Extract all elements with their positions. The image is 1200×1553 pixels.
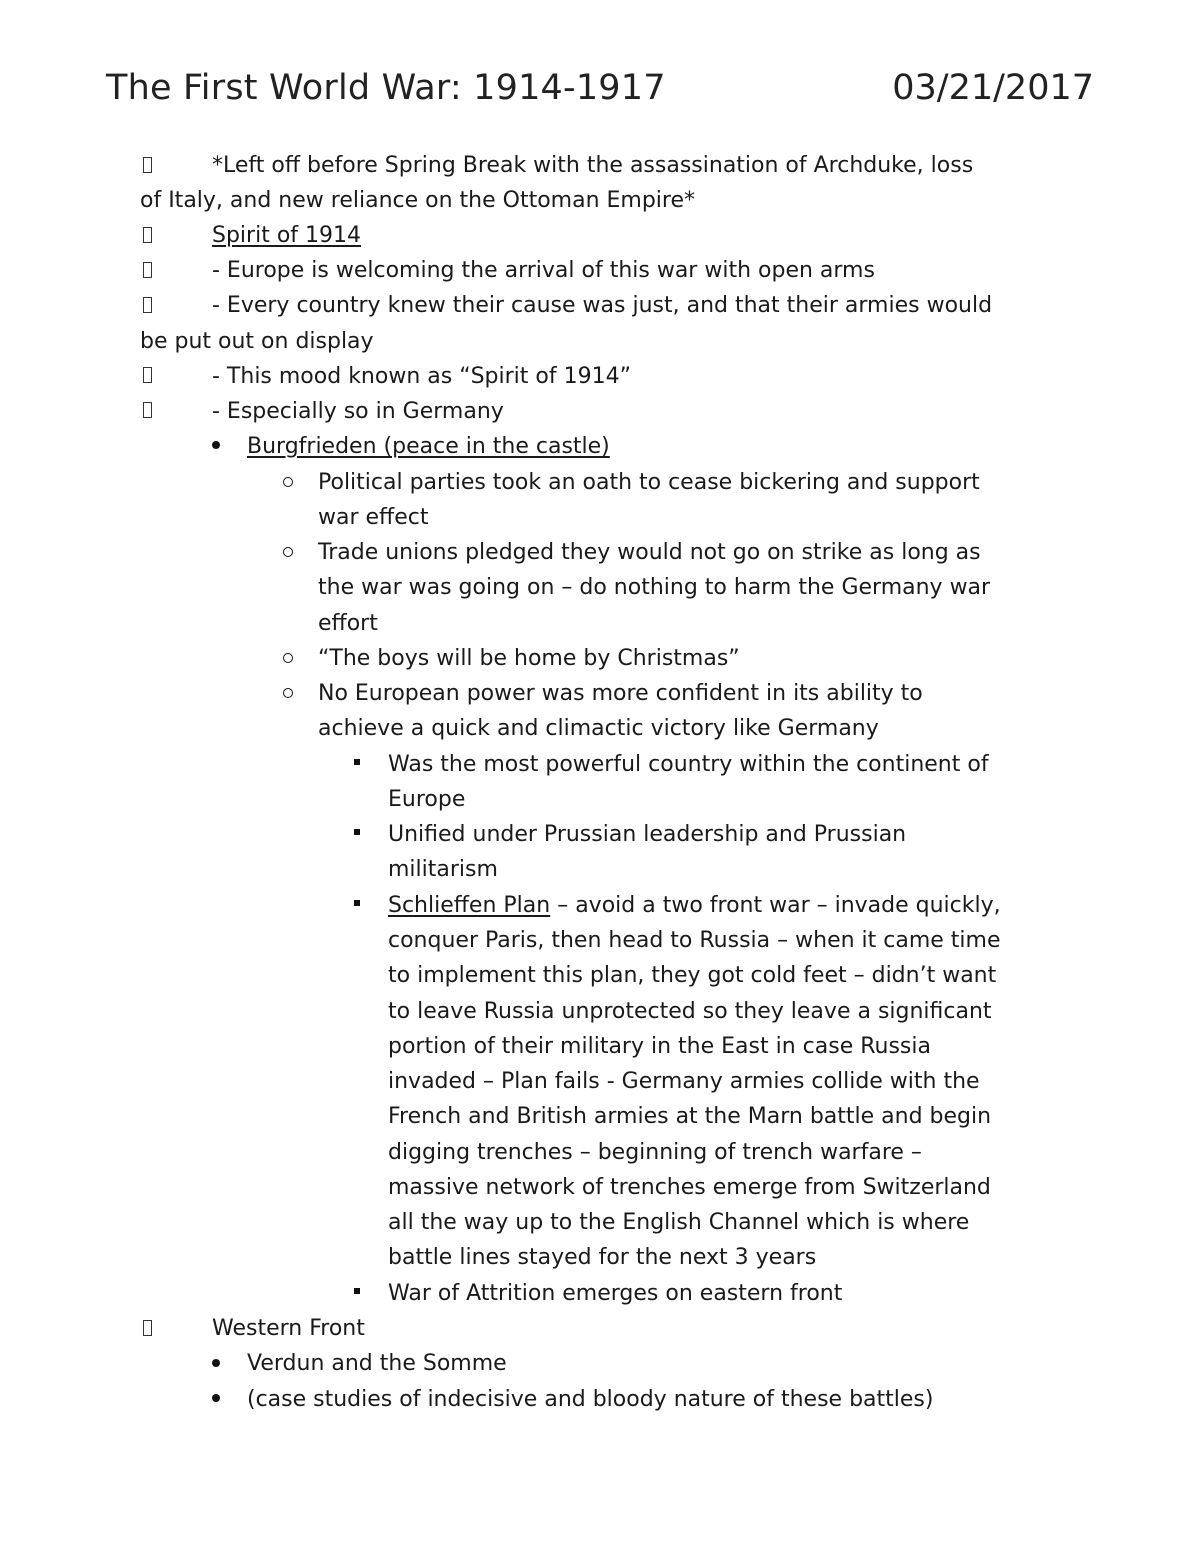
disc-bullet-icon [212,1394,220,1402]
political-line-2: war effect [318,505,429,530]
confident-line-2: achieve a quick and climactic victory like Germany [318,716,879,741]
page-title: The First World War: 1914-1917 [106,68,666,108]
schlieffen-line-8: digging trenches – beginning of trench warfare – [388,1140,922,1165]
powerful-line-1: Was the most powerful country within the continent of [388,752,989,777]
schlieffen-line-7: French and British armies at the Marn battle and begin [388,1104,992,1129]
circle-bullet-icon [283,477,293,487]
powerful-line-2: Europe [388,787,466,812]
missing-glyph-bullet-icon [143,262,152,278]
schlieffen-line-6: invaded – Plan fails - Germany armies collide with the [388,1069,980,1094]
intro-line-2: of Italy, and new reliance on the Ottoman Empire* [140,188,696,213]
square-bullet-icon [354,900,360,906]
page-date: 03/21/2017 [892,68,1094,108]
header [106,68,1094,124]
schlieffen-line-10: all the way up to the English Channel which is where [388,1210,970,1235]
missing-glyph-bullet-icon [143,367,152,383]
square-bullet-icon [354,1288,360,1294]
attrition-line: War of Attrition emerges on eastern front [388,1281,843,1306]
schlieffen-line-5: portion of their military in the East in case Russia [388,1034,931,1059]
disc-bullet-icon [212,441,220,449]
verdun-line: Verdun and the Somme [247,1351,507,1376]
intro-line-1: *Left off before Spring Break with the assassination of Archduke, loss [212,153,974,178]
disc-bullet-icon [212,1359,220,1367]
trade-line-3: effort [318,611,378,636]
schlieffen-line-3: to implement this plan, they got cold feet – didn’t want [388,963,997,988]
missing-glyph-bullet-icon [143,402,152,418]
circle-bullet-icon [283,688,293,698]
square-bullet-icon [354,759,360,765]
welcoming-line: - Europe is welcoming the arrival of this war with open arms [212,258,875,283]
missing-glyph-bullet-icon [143,297,152,313]
schlieffen-line-2: conquer Paris, then head to Russia – when it came time [388,928,1001,953]
missing-glyph-bullet-icon [143,227,152,243]
trade-line-1: Trade unions pledged they would not go on strike as long as [318,540,981,565]
trade-line-2: the war was going on – do nothing to harm the Germany war [318,575,991,600]
case-studies-line: (case studies of indecisive and bloody nature of these battles) [247,1387,934,1412]
unified-line-2: militarism [388,857,498,882]
every-country-line-1: - Every country knew their cause was just, and that their armies would [212,293,993,318]
mood-line: - This mood known as “Spirit of 1914” [212,364,631,389]
schlieffen-line-11: battle lines stayed for the next 3 years [388,1245,817,1270]
schlieffen-line-1-rest: – avoid a two front war – invade quickly, [550,893,1001,918]
boys-line: “The boys will be home by Christmas” [318,646,740,671]
unified-line-1: Unified under Prussian leadership and Prussian [388,822,907,847]
circle-bullet-icon [283,547,293,557]
political-line-1: Political parties took an oath to cease bickering and support [318,470,980,495]
square-bullet-icon [354,829,360,835]
circle-bullet-icon [283,653,293,663]
burgfrieden-heading: Burgfrieden (peace in the castle) [247,434,610,459]
schlieffen-line-1 [388,888,1001,923]
schlieffen-line-9: massive network of trenches emerge from Switzerland [388,1175,991,1200]
missing-glyph-bullet-icon [143,1320,152,1336]
spirit-heading: Spirit of 1914 [212,223,362,248]
germany-line: - Especially so in Germany [212,399,504,424]
every-country-line-2: be put out on display [140,329,374,354]
missing-glyph-bullet-icon [143,157,152,173]
confident-line-1: No European power was more confident in its ability to [318,681,923,706]
schlieffen-line-4: to leave Russia unprotected so they leave a significant [388,999,992,1024]
schlieffen-label: Schlieffen Plan [388,893,551,918]
western-front-heading: Western Front [212,1316,365,1341]
